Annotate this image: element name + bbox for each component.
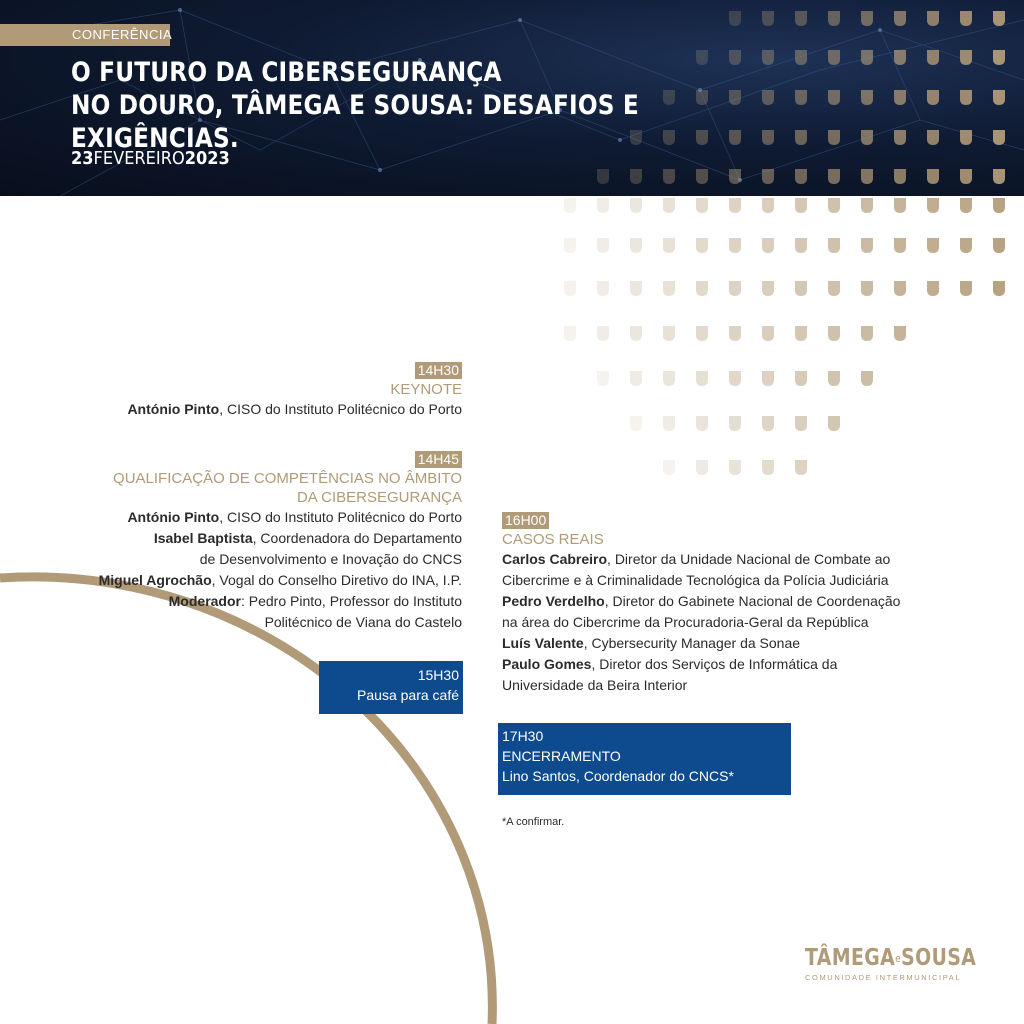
shield-icon	[663, 371, 675, 386]
shield-icon	[762, 326, 774, 341]
shield-icon	[564, 198, 576, 213]
cases-title: CASOS REAIS	[502, 531, 604, 548]
shield-icon	[729, 238, 741, 253]
event-date	[71, 148, 230, 169]
logo	[805, 945, 977, 982]
shield-icon	[630, 371, 642, 386]
shield-icon	[927, 198, 939, 213]
cases-speaker: Pedro Verdelho, Diretor do Gabinete Nacional de Coordenação	[502, 593, 901, 609]
panel-title-line-2: DA CIBERSEGURANÇA	[296, 489, 462, 506]
shield-icon	[762, 460, 774, 475]
shield-icon	[828, 281, 840, 296]
shield-icon	[597, 326, 609, 341]
shield-icon	[630, 281, 642, 296]
shield-icon	[861, 238, 873, 253]
closing-box	[498, 723, 791, 795]
shield-icon	[795, 198, 807, 213]
shield-icon	[861, 326, 873, 341]
shield-icon	[696, 371, 708, 386]
shield-icon	[597, 198, 609, 213]
cases-speaker: Carlos Cabreiro, Diretor da Unidade Nacional de Combate ao	[502, 551, 891, 567]
cases-speaker-cont: na área do Cibercrime da Procuradoria-Geral da República	[502, 614, 869, 630]
shield-icon	[993, 238, 1005, 253]
title-line-1: O FUTURO DA CIBERSEGURANÇA	[71, 57, 502, 88]
closing-title: ENCERRAMENTO	[502, 748, 621, 764]
shield-icon	[564, 326, 576, 341]
cases-time: 16H00	[502, 512, 549, 529]
shield-icon	[894, 326, 906, 341]
shield-icon	[597, 281, 609, 296]
shield-icon	[597, 238, 609, 253]
shield-icon	[828, 326, 840, 341]
shield-icon	[828, 416, 840, 431]
shield-icon	[663, 460, 675, 475]
panel-speaker-cont: de Desenvolvimento e Inovação do CNCS	[199, 551, 462, 567]
shield-icon	[960, 238, 972, 253]
footnote: *A confirmar.	[502, 816, 565, 828]
header-banner	[0, 0, 1024, 196]
date-day: 23	[71, 148, 94, 169]
shield-icon	[795, 416, 807, 431]
shield-icon	[762, 198, 774, 213]
logo-wordmark: TÂMEGAeSOUSA	[805, 945, 977, 971]
break-time: 15H30	[417, 667, 459, 683]
cases-speaker: Luís Valente, Cybersecurity Manager da Sonae	[502, 635, 801, 651]
shield-icon	[729, 371, 741, 386]
shield-icon	[597, 371, 609, 386]
shield-icon	[894, 238, 906, 253]
cases-speaker-cont: Cibercrime e à Criminalidade Tecnológica da Polícia Judiciária	[502, 572, 889, 588]
shield-icon	[663, 326, 675, 341]
panel-moderator-cont: Politécnico de Viana do Castelo	[264, 614, 462, 630]
panel-speaker: Isabel Baptista, Coordenadora do Departamento	[153, 530, 462, 546]
date-month: FEVEREIRO	[93, 148, 185, 169]
shield-icon	[927, 281, 939, 296]
shield-icon	[630, 198, 642, 213]
shield-icon	[894, 281, 906, 296]
shield-icon	[795, 281, 807, 296]
shield-icon	[861, 198, 873, 213]
page-title	[71, 56, 725, 155]
shield-icon	[894, 198, 906, 213]
shield-icon	[828, 238, 840, 253]
shield-icon	[927, 238, 939, 253]
shield-icon	[696, 326, 708, 341]
shield-icon	[663, 416, 675, 431]
panel-section	[42, 451, 462, 633]
shield-icon	[960, 198, 972, 213]
panel-moderator: Moderador: Pedro Pinto, Professor do Instituto	[168, 593, 462, 609]
panel-title-line-1: QUALIFICAÇÃO DE COMPETÊNCIAS NO ÂMBITO	[113, 470, 462, 487]
shield-icon	[828, 198, 840, 213]
cases-section	[502, 512, 982, 696]
shield-icon	[762, 281, 774, 296]
shield-icon	[729, 416, 741, 431]
panel-speaker: António Pinto, CISO do Instituto Politécnico do Porto	[127, 509, 462, 525]
keynote-speaker: António Pinto, CISO do Instituto Politécnico do Porto	[127, 401, 462, 417]
keynote-time: 14H30	[415, 362, 462, 379]
shield-icon	[630, 238, 642, 253]
shield-icon	[729, 460, 741, 475]
shield-icon	[663, 238, 675, 253]
cases-speaker: Paulo Gomes, Diretor dos Serviços de Informática da	[502, 656, 838, 672]
shield-icon	[630, 326, 642, 341]
shield-icon	[861, 281, 873, 296]
shield-icon	[762, 371, 774, 386]
shield-icon	[696, 198, 708, 213]
shield-icon	[861, 371, 873, 386]
panel-speaker: Miguel Agrochão, Vogal do Conselho Diretivo do INA, I.P.	[98, 572, 462, 588]
shield-icon	[960, 281, 972, 296]
break-box	[319, 661, 463, 714]
shield-icon	[993, 281, 1005, 296]
shield-icon	[993, 198, 1005, 213]
shield-icon	[564, 281, 576, 296]
shield-icon	[795, 326, 807, 341]
shield-icon	[696, 238, 708, 253]
panel-time: 14H45	[415, 451, 462, 468]
shield-icon	[663, 198, 675, 213]
logo-subtitle: COMUNIDADE INTERMUNICIPAL	[805, 973, 962, 982]
shield-icon	[564, 238, 576, 253]
break-label: Pausa para café	[357, 687, 459, 703]
conference-tag: CONFERÊNCIA	[0, 24, 170, 46]
closing-speaker: Lino Santos, Coordenador do CNCS*	[502, 768, 734, 784]
shield-icon	[729, 281, 741, 296]
shield-icon	[696, 281, 708, 296]
closing-time: 17H30	[502, 728, 544, 744]
shield-icon	[762, 238, 774, 253]
shield-icon	[663, 281, 675, 296]
shield-icon	[828, 371, 840, 386]
keynote-title: KEYNOTE	[390, 381, 462, 398]
date-year: 2023	[184, 148, 230, 169]
title-line-2: NO DOURO, TÂMEGA E SOUSA: DESAFIOS E EXIGÊNCIAS.	[71, 90, 639, 154]
shield-icon	[795, 460, 807, 475]
shield-icon	[696, 460, 708, 475]
keynote-section	[42, 362, 462, 420]
shield-icon	[630, 416, 642, 431]
shield-icon	[729, 198, 741, 213]
shield-icon	[795, 238, 807, 253]
shield-icon	[729, 326, 741, 341]
shield-icon	[795, 371, 807, 386]
cases-speaker-cont: Universidade da Beira Interior	[502, 677, 688, 693]
shield-icon	[696, 416, 708, 431]
shield-icon	[762, 416, 774, 431]
